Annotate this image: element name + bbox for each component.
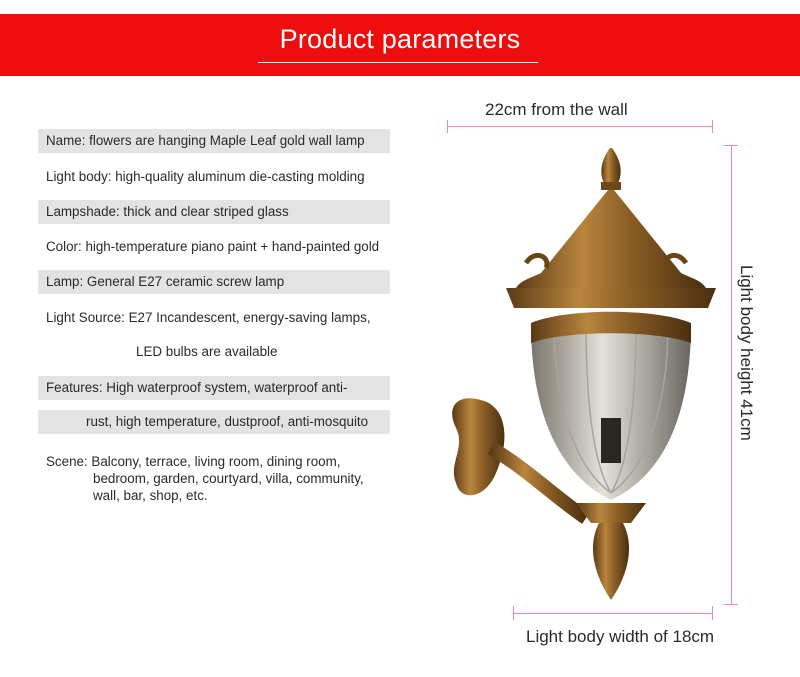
param-features: Features: High waterproof system, waterproof anti- [38, 376, 390, 400]
param-scene-cont-2: wall, bar, shop, etc. [93, 488, 208, 503]
param-light-body: Light body: high-quality aluminum die-casting molding [46, 169, 365, 184]
height-tick-top [724, 145, 738, 146]
param-name: Name: flowers are hanging Maple Leaf gold wall lamp [38, 129, 390, 153]
param-light-source: Light Source: E27 Incandescent, energy-saving lamps, [46, 310, 371, 325]
param-lamp: Lamp: General E27 ceramic screw lamp [38, 270, 390, 294]
wall-distance-tick-left [447, 120, 448, 133]
wall-distance-label: 22cm from the wall [485, 100, 628, 119]
height-line [731, 145, 732, 605]
param-features-cont: rust, high temperature, dustproof, anti-mosquito [38, 410, 390, 434]
width-tick-right [712, 606, 713, 620]
param-scene: Scene: Balcony, terrace, living room, dining room, [46, 454, 341, 469]
param-color: Color: high-temperature piano paint + hand-painted gold [46, 239, 380, 254]
page-title: Product parameters [279, 24, 521, 54]
param-scene-cont-1: bedroom, garden, courtyard, villa, community, [93, 471, 364, 486]
wall-lamp-image [436, 138, 726, 608]
height-label: Light body height 41cm [737, 265, 756, 441]
title-underline [258, 62, 538, 63]
wall-distance-line [447, 126, 713, 127]
wall-distance-tick-right [712, 120, 713, 133]
width-tick-left [513, 606, 514, 620]
width-label: Light body width of 18cm [526, 627, 715, 646]
height-tick-bottom [724, 604, 738, 605]
param-light-source-cont: LED bulbs are available [136, 344, 278, 359]
width-line [513, 613, 713, 614]
param-lampshade: Lampshade: thick and clear striped glass [38, 200, 390, 224]
